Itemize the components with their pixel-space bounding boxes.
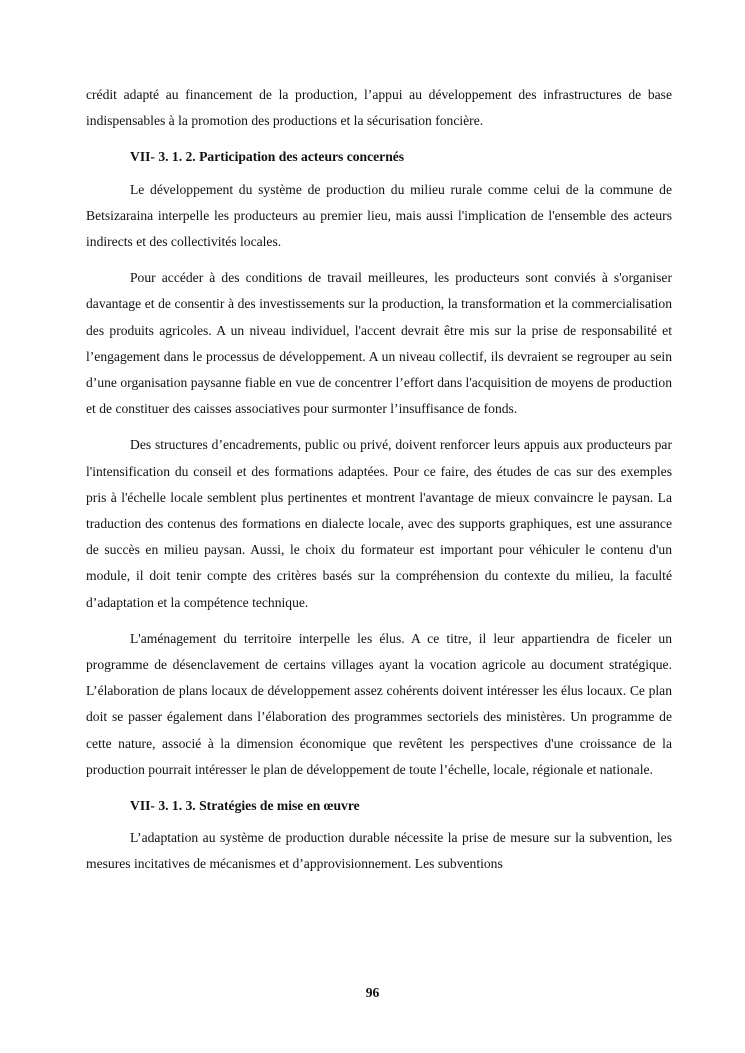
paragraph-continued: crédit adapté au financement de la production, l’appui au développement des infrastructures de base indispensables à la promotion des productions et la sécurisation foncière. [86, 87, 672, 129]
page-body [86, 82, 672, 888]
paragraph-sustainable-production: L’adaptation au système de production durable nécessite la prise de mesure sur la subvention, les mesures incitatives de mécanismes et d’approvisionnement. Les subventions [86, 830, 672, 872]
paragraph-support-structures: Des structures d’encadrements, public ou privé, doivent renforcer leurs appuis aux producteurs par l'intensification du conseil et des formations adaptées. Pour ce faire, des études de cas sur des exemples pris à l'échelle locale semblent plus pertinentes et montrent l'avantage de mieux convaincre le paysan. La traduction des contenus des formations en dialecte locale, avec des supports graphiques, est une assurance de succès en milieu paysan. Aussi, le choix du formateur est important pour véhiculer le contenu d'un module, il doit tenir compte des critères basés sur la compréhension du contexte du milieu, la faculté d’adaptation et la compétence technique. [86, 437, 672, 610]
page-number: 96 [365, 985, 380, 1000]
paragraph-development-system: Le développement du système de production du milieu rurale comme celui de la commune de Betsizaraina interpelle les producteurs au premier lieu, mais aussi l'implication de l'ensemble des acteurs indirects et des collectivités locales. [86, 181, 672, 250]
section-heading-participation: VII- 3. 1. 2. Participation des acteurs concernés [130, 149, 405, 165]
paragraph-land-planning: L'aménagement du territoire interpelle les élus. A ce titre, il leur appartiendra de ficeler un programme de désenclavement de certains villages ayant la vocation agricole au document stratégique. L’élaboration de plans locaux de développement assez cohérents doivent intéresser les élus locaux. Ce plan doit se passer également dans l’élaboration des programmes sectoriels des ministères. Un programme de cette nature, associé à la dimension économique que revêtent les perspectives d'une croissance de la production pourrait intéresser le plan de développement de toute l’échelle, locale, régionale et nationale. [86, 630, 672, 777]
section-heading-strategies: VII- 3. 1. 3. Stratégies de mise en œuvre [130, 798, 360, 814]
paragraph-working-conditions: Pour accéder à des conditions de travail meilleures, les producteurs sont conviés à s'organiser davantage et de consentir à des investissements sur la production, la transformation et la commercialisation des produits agricoles. A un niveau individuel, l'accent devrait être mis sur la prise de responsabilité et l’engagement dans le processus de développement. A un niveau collectif, ils devraient se regrouper au sein d’une organisation paysanne fiable en vue de concentrer l’effort dans l'acquisition de moyens de production et de constituer des caisses associatives pour surmonter l’insuffisance de fonds. [86, 270, 672, 417]
